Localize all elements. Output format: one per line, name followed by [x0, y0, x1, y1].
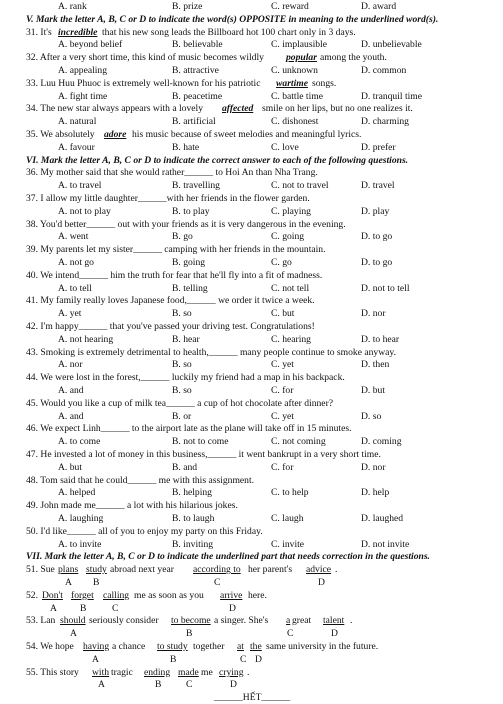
line-text: A. yet: [58, 308, 82, 320]
line-text: C. playing: [271, 205, 311, 217]
line-text: D. so: [361, 410, 382, 422]
line-text: D. laughed: [361, 513, 404, 524]
line-text: A. to come: [58, 436, 101, 448]
line-text: 45. Would you like a cup of milk tea______ a cup of hot chocolate after dinner?: [26, 397, 334, 409]
line-text: B. helping: [172, 487, 212, 499]
line-text: A: [50, 602, 57, 614]
line-text: C. laugh: [271, 513, 304, 524]
line-text: B. going: [172, 257, 206, 268]
line-text: D. not to tell: [361, 282, 410, 294]
line-text: D: [331, 628, 338, 640]
line-text: C: [112, 602, 119, 614]
line-text: B: [170, 653, 177, 665]
underlined-word: to become: [171, 615, 211, 627]
line-text: D. not invite: [361, 538, 410, 550]
line-text: 52.: [26, 589, 38, 601]
line-text: 44. We were lost in the forest,______ luckily my friend had a map in his backpack.: [26, 372, 345, 384]
text-line: [0, 679, 503, 691]
line-text: B. to play: [172, 205, 210, 217]
line-text: B. attractive: [172, 65, 219, 76]
line-text: 51. Sue: [26, 564, 55, 576]
line-text: C. yet: [271, 359, 294, 371]
line-text: B. inviting: [172, 538, 214, 550]
line-text: A. to travel: [58, 180, 102, 192]
text-line: [0, 385, 503, 397]
text-line: [0, 180, 503, 192]
text-line: [0, 539, 503, 551]
line-text: C: [214, 577, 221, 588]
line-text: C. for: [271, 385, 294, 396]
line-text: A: [92, 653, 99, 665]
line-text: A: [70, 628, 77, 640]
text-line: [0, 321, 503, 333]
line-text: 47. He invested a lot of money in this business,______ it went bankrupt in a very short time.: [26, 449, 381, 460]
line-text: D: [255, 653, 262, 665]
line-text: 49. John made me______ a lot with his hilarious jokes.: [26, 500, 238, 512]
line-text: D. coming: [361, 436, 402, 448]
text-line: [0, 475, 503, 487]
line-text: A. but: [58, 461, 82, 473]
line-text: VI. Mark the letter A, B, C or D to indicate the correct answer to each of the following questions.: [26, 154, 409, 166]
text-line: [0, 270, 503, 282]
text-line: [0, 65, 503, 77]
line-text: tragic: [111, 666, 133, 678]
line-text: B. travelling: [172, 180, 220, 192]
line-text: C. invite: [271, 538, 305, 550]
line-text: me as soon as you: [134, 589, 204, 601]
text-line: [0, 193, 503, 205]
text-line: [0, 564, 503, 576]
underlined-word: affected: [222, 103, 254, 115]
line-text: 35. We absolutely: [26, 129, 95, 140]
line-text: D. prefer: [361, 141, 396, 153]
text-line: [0, 347, 503, 359]
line-text: C. not to travel: [271, 180, 329, 192]
line-text: B. prize: [172, 1, 203, 12]
underlined-word: the: [250, 641, 262, 652]
line-text: A: [65, 577, 72, 588]
underlined-word: wartime: [276, 77, 308, 89]
line-text: D. then: [361, 359, 390, 371]
text-line: [0, 39, 503, 51]
line-text: smile on her lips, but no one realizes it.: [262, 103, 413, 115]
line-text: 32. After a very short time, this kind of music becomes wildly: [26, 52, 264, 64]
text-line: [0, 436, 503, 448]
underlined-word: calling: [103, 589, 130, 601]
line-text: 48. Tom said that he could______ me with this assignment.: [26, 474, 255, 486]
text-line: [0, 654, 503, 666]
line-text: D. charming: [361, 116, 409, 128]
line-text: B. to laugh: [172, 513, 215, 524]
line-text: his music because of sweet melodies and meaningful lyrics.: [132, 129, 362, 140]
line-text: C. to help: [271, 487, 309, 499]
section-heading: [0, 14, 503, 26]
line-text: 42. I'm happy______ that you've passed your driving test. Congratulations!: [26, 321, 315, 332]
line-text: 40. We intend______ him the truth for fear that he'll fly into a fit of madness.: [26, 269, 323, 281]
text-line: [0, 513, 503, 525]
line-text: B. go: [172, 231, 193, 243]
line-text: 31. It's: [26, 26, 52, 38]
underlined-word: ending: [144, 666, 171, 678]
line-text: A. to tell: [58, 282, 92, 294]
text-line: [0, 411, 503, 423]
underlined-word: plans: [58, 564, 79, 576]
text-line: [0, 295, 503, 307]
line-text: 36. My mother said that she would rather______ to Hoi An than Nha Trang.: [26, 167, 318, 179]
underlined-word: forget: [71, 589, 94, 601]
line-text: ______HẾT______: [214, 692, 291, 704]
text-line: [0, 103, 503, 115]
line-text: VII. Mark the letter A, B, C or D to indicate the underlined part that needs correction in the questions.: [26, 551, 430, 563]
underlined-word: talent: [323, 615, 345, 627]
text-line: [0, 526, 503, 538]
line-text: C. reward: [271, 1, 309, 12]
line-text: same university in the future.: [266, 641, 379, 652]
underlined-word: adore: [104, 129, 127, 140]
text-line: [0, 257, 503, 269]
text-line: [0, 219, 503, 231]
line-text: A. nor: [58, 359, 83, 371]
line-text: me: [201, 666, 213, 678]
text-line: [0, 283, 503, 295]
underlined-word: having: [83, 641, 110, 652]
line-text: 50. I'd like______ all of you to enjoy my party on this Friday.: [26, 525, 263, 537]
line-text: C. yet: [271, 410, 294, 422]
text-line: [0, 423, 503, 435]
underlined-word: with: [92, 666, 110, 678]
section-heading: [0, 551, 503, 563]
line-text: B. so: [172, 308, 192, 320]
line-text: 33. Luu Huu Phuoc is extremely well-known for his patriotic: [26, 77, 261, 89]
line-text: together: [193, 641, 225, 652]
line-text: B: [186, 628, 193, 640]
line-text: B: [80, 602, 87, 614]
line-text: D. to hear: [361, 333, 400, 345]
line-text: C. not tell: [271, 282, 310, 294]
underlined-word: to study: [157, 641, 188, 652]
line-text: 54. We hope: [26, 641, 74, 652]
text-line: [0, 667, 503, 679]
line-text: D: [229, 602, 236, 614]
underlined-word: at: [237, 641, 244, 652]
underlined-word: study: [86, 564, 107, 576]
underlined-word: Don't: [42, 589, 63, 601]
underlined-word: crying: [219, 666, 244, 678]
line-text: B. hate: [172, 141, 200, 153]
line-text: A. laughing: [58, 513, 104, 524]
text-line: [0, 615, 503, 627]
line-text: A. rank: [58, 1, 87, 12]
line-text: C: [240, 653, 247, 665]
line-text: that his new song leads the Billboard hot 100 chart only in 3 days.: [102, 26, 356, 38]
line-text: B. telling: [172, 282, 208, 294]
text-line: [0, 167, 503, 179]
line-text: D: [318, 577, 325, 588]
line-text: D: [230, 679, 237, 691]
text-line: [0, 500, 503, 512]
line-text: seriously consider: [89, 615, 159, 627]
line-text: D. to go: [361, 231, 393, 243]
line-text: A. to invite: [58, 538, 102, 550]
text-line: [0, 641, 503, 653]
line-text: C. hearing: [271, 333, 311, 345]
text-line: [0, 449, 503, 461]
text-line: [0, 27, 503, 39]
text-line: [0, 334, 503, 346]
text-line: [0, 372, 503, 384]
line-text: a singer. She's: [214, 615, 269, 627]
line-text: A: [98, 679, 105, 691]
line-text: B. peacetime: [172, 90, 223, 102]
text-line: [0, 244, 503, 256]
line-text: her parent's: [248, 564, 293, 576]
line-text: C. going: [271, 231, 305, 243]
text-line: [0, 91, 503, 103]
text-line: [0, 692, 503, 704]
line-text: B: [155, 679, 162, 691]
text-line: [0, 398, 503, 410]
line-text: C: [186, 679, 193, 691]
line-text: B. artificial: [172, 116, 216, 128]
line-text: B. not to come: [172, 436, 229, 448]
underlined-word: incredible: [58, 26, 98, 38]
line-text: 34. The new star always appears with a lovely: [26, 103, 203, 115]
line-text: V. Mark the letter A, B, C or D to indicate the word(s) OPPOSITE in meaning to the underlined word(s).: [26, 13, 439, 25]
line-text: A. fight time: [58, 90, 108, 102]
text-line: [0, 359, 503, 371]
line-text: A. and: [58, 385, 84, 396]
line-text: among the youth.: [320, 52, 387, 64]
text-line: [0, 590, 503, 602]
text-line: [0, 52, 503, 64]
underlined-word: advice: [306, 564, 332, 576]
line-text: B. hear: [172, 333, 200, 345]
line-text: C. love: [271, 141, 299, 153]
section-heading: [0, 155, 503, 167]
line-text: B. so: [172, 359, 192, 371]
line-text: C. not coming: [271, 436, 326, 448]
line-text: B. and: [172, 461, 198, 473]
line-text: A. appealing: [58, 65, 108, 76]
line-text: D. nor: [361, 461, 386, 473]
line-text: B: [93, 577, 100, 588]
line-text: .: [350, 615, 353, 627]
underlined-word: according to: [193, 564, 241, 576]
line-text: D. play: [361, 205, 390, 217]
line-text: A. went: [58, 231, 89, 243]
line-text: great: [292, 615, 312, 627]
line-text: 41. My family really loves Japanese food,______ we order it twice a week.: [26, 295, 315, 307]
line-text: C. implausible: [271, 39, 327, 51]
line-text: 46. We expect Linh______ to the airport late as the plane will take off in 15 minutes.: [26, 423, 352, 435]
line-text: 55. This story: [26, 666, 79, 678]
line-text: a chance: [112, 641, 146, 652]
text-line: [0, 577, 503, 589]
line-text: D. award: [361, 1, 397, 12]
line-text: 39. My parents let my sister______ camping with her friends in the mountain.: [26, 244, 326, 256]
line-text: 43. Smoking is extremely detrimental to health,______ many people continue to smoke anyway.: [26, 346, 396, 358]
text-line: [0, 129, 503, 141]
text-line: [0, 603, 503, 615]
line-text: A. and: [58, 410, 84, 422]
line-text: A. natural: [58, 116, 97, 128]
text-line: [0, 231, 503, 243]
line-text: D. nor: [361, 308, 386, 320]
line-text: D. unbelievable: [361, 39, 422, 51]
line-text: A. helped: [58, 487, 96, 499]
line-text: .: [247, 666, 250, 678]
text-line: [0, 116, 503, 128]
line-text: B. so: [172, 385, 192, 396]
line-text: C. but: [271, 308, 295, 320]
line-text: A. not go: [58, 257, 94, 268]
text-line: [0, 1, 503, 13]
line-text: D. help: [361, 487, 390, 499]
line-text: D. but: [361, 385, 385, 396]
line-text: A. beyond belief: [58, 39, 123, 51]
line-text: 53. Lan: [26, 615, 56, 627]
underlined-word: made: [178, 666, 199, 678]
underlined-word: arrive: [220, 589, 243, 601]
line-text: B. believable: [172, 39, 223, 51]
line-text: C. unknown: [271, 65, 318, 76]
text-line: [0, 142, 503, 154]
line-text: C. for: [271, 461, 294, 473]
line-text: C. dishonest: [271, 116, 319, 128]
line-text: 37. I allow my little daughter______with her friends in the flower garden.: [26, 193, 310, 204]
text-line: [0, 462, 503, 474]
text-line: [0, 206, 503, 218]
underlined-word: should: [60, 615, 86, 627]
line-text: .: [335, 564, 338, 576]
line-text: songs.: [312, 77, 337, 89]
line-text: C. battle time: [271, 90, 323, 102]
text-line: [0, 78, 503, 90]
line-text: 38. You'd better______ out with your friends as it is very dangerous in the evening.: [26, 218, 346, 230]
underlined-word: a: [286, 615, 291, 627]
line-text: abroad next year: [110, 564, 174, 576]
line-text: A. favour: [58, 141, 95, 153]
text-line: [0, 308, 503, 320]
text-line: [0, 487, 503, 499]
line-text: here.: [248, 589, 267, 601]
line-text: C: [287, 628, 294, 640]
line-text: A. not hearing: [58, 333, 114, 345]
line-text: D. tranquil time: [361, 90, 423, 102]
line-text: D. to go: [361, 257, 393, 268]
underlined-word: popular: [286, 52, 317, 64]
line-text: A. not to play: [58, 205, 111, 217]
line-text: D. travel: [361, 180, 395, 192]
line-text: B. or: [172, 410, 192, 422]
line-text: C. go: [271, 257, 292, 268]
line-text: D. common: [361, 65, 407, 76]
text-line: [0, 628, 503, 640]
